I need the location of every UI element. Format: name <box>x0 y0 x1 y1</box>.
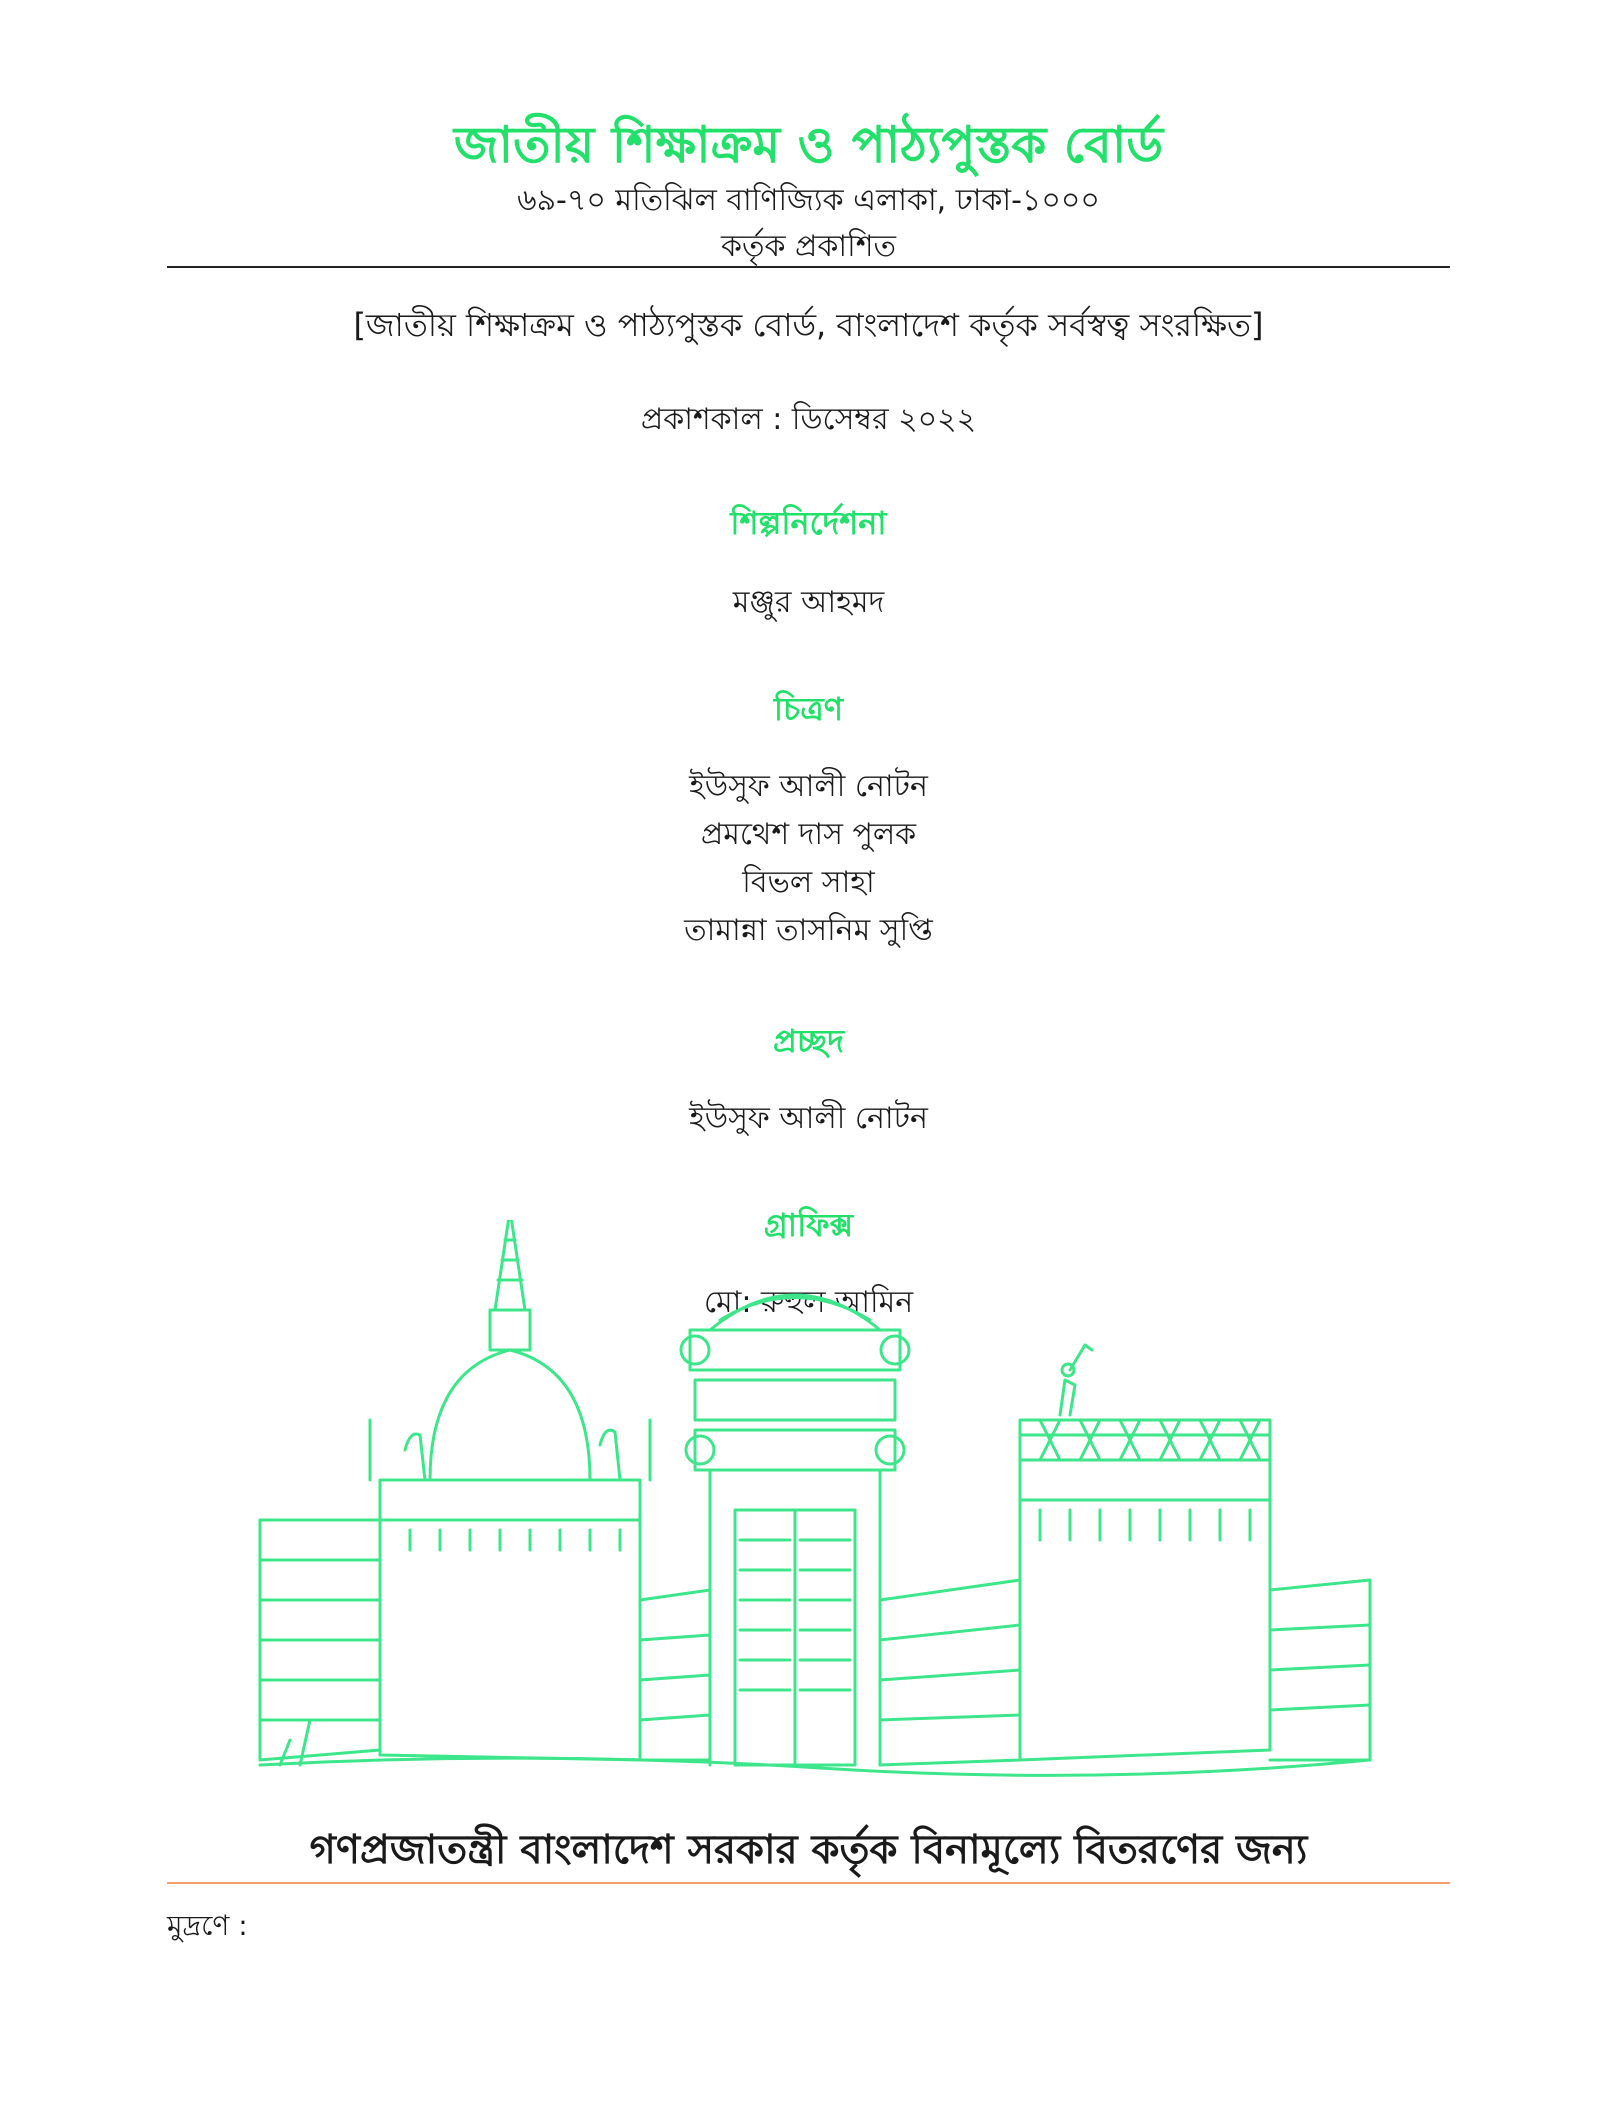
section-title-illustration: চিত্রণ <box>773 690 844 728</box>
copyright-notice: [জাতীয় শিক্ষাক্রম ও পাঠ্যপুস্তক বোর্ড, বাংলাদেশ কর্তৃক সর্বস্বত্ব সংরক্ষিত] <box>353 306 1264 344</box>
publisher-address: ৬৯-৭০ মতিঝিল বাণিজ্যিক এলাকা, ঢাকা-১০০০ <box>517 183 1100 218</box>
section-title-cover: প্রচ্ছদ <box>773 1022 844 1060</box>
credit-name: তামান্না তাসনিম সুপ্তি <box>684 913 933 948</box>
stupa-spire <box>495 1220 525 1310</box>
section-title-art-direction: শিল্পনির্দেশনা <box>730 504 887 542</box>
top-divider <box>167 266 1450 268</box>
publication-date: প্রকাশকাল : ডিসেম্বর ২০২২ <box>640 402 977 437</box>
published-by: কর্তৃক প্রকাশিত <box>721 229 896 264</box>
stupa-dome <box>430 1350 590 1480</box>
ground-line <box>260 1758 1370 1775</box>
right-tower <box>1020 1460 1270 1760</box>
credit-name: বিভল সাহা <box>742 865 875 900</box>
free-distribution-notice: গণপ্রজাতন্ত্রী বাংলাদেশ সরকার কর্তৃক বিনামূল্যে বিতরণের জন্য <box>309 1827 1308 1873</box>
credit-name: মো: রুহুল আমিন <box>703 1285 914 1320</box>
bottom-divider <box>167 1882 1450 1884</box>
printer-label: মুদ্রণে : <box>167 1909 248 1942</box>
credit-name: ইউসুফ আলী নোটন <box>689 769 928 804</box>
credit-name: প্রমথেশ দাস পুলক <box>700 817 917 852</box>
ruins-illustration <box>240 1220 1390 1790</box>
publisher-name: জাতীয় শিক্ষাক্রম ও পাঠ্যপুস্তক বোর্ড <box>453 116 1164 174</box>
credit-name: মঞ্জুর আহমদ <box>732 585 885 620</box>
section-title-graphics: গ্রাফিক্স <box>763 1206 854 1244</box>
stupa-base <box>380 1480 640 1760</box>
credit-name: ইউসুফ আলী নোটন <box>689 1101 928 1136</box>
